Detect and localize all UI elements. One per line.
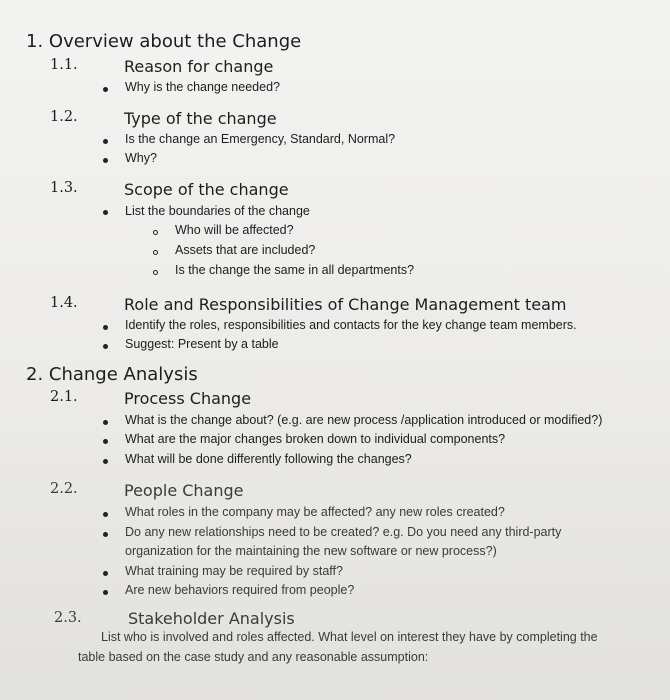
bullet-text: Why? — [125, 151, 157, 165]
bullet-icon — [103, 590, 108, 595]
bullet-text: Why is the change needed? — [125, 80, 280, 94]
sub-bullet-icon — [153, 230, 158, 235]
subsection-2-3-number: 2.3. — [54, 610, 82, 626]
sub-bullet-text: Is the change the same in all departments? — [175, 263, 415, 277]
bullet-icon — [103, 158, 108, 163]
bullet-icon — [103, 139, 108, 144]
sub-bullet-icon — [153, 250, 158, 255]
subsection-1-2-number: 1.2. — [50, 109, 78, 125]
bullet-icon — [103, 439, 108, 444]
bullet-text: What are the major changes broken down to individual components? — [125, 432, 506, 446]
section-1-heading: 1. Overview about the Change — [26, 31, 302, 52]
bullet-text: What training may be required by staff? — [125, 564, 343, 578]
bullet-icon — [103, 420, 108, 425]
bullet-icon — [103, 512, 108, 517]
bullet-continuation-text: organization for the maintaining the new software or new process?) — [125, 544, 497, 558]
paragraph-line-2: table based on the case study and any reasonable assumption: — [78, 650, 429, 664]
bullet-text: Do any new relationships need to be created? e.g. Do you need any third-party — [125, 525, 562, 539]
bullet-icon — [103, 344, 108, 349]
subsection-1-3-title: Scope of the change — [124, 180, 289, 199]
bullet-icon — [103, 210, 108, 215]
subsection-1-1-title: Reason for change — [124, 57, 274, 76]
bullet-icon — [103, 532, 108, 537]
bullet-text: Identify the roles, responsibilities and contacts for the key change team members. — [125, 318, 577, 332]
bullet-icon — [103, 325, 108, 330]
sub-bullet-icon — [153, 270, 158, 275]
bullet-text: Is the change an Emergency, Standard, Normal? — [125, 132, 396, 146]
subsection-1-4-title: Role and Responsibilities of Change Management team — [124, 295, 567, 314]
bullet-icon — [103, 459, 108, 464]
bullet-text: What will be done differently following the changes? — [125, 452, 412, 466]
bullet-text: List the boundaries of the change — [125, 204, 310, 218]
subsection-1-4-number: 1.4. — [50, 295, 78, 311]
subsection-2-2-title: People Change — [124, 481, 244, 500]
sub-bullet-text: Assets that are included? — [175, 243, 316, 257]
sub-bullet-text: Who will be affected? — [175, 223, 294, 237]
section-2-heading: 2. Change Analysis — [26, 364, 198, 385]
bullet-text: What roles in the company may be affected? any new roles created? — [125, 505, 505, 519]
subsection-2-1-title: Process Change — [124, 389, 252, 408]
bullet-text: What is the change about? (e.g. are new process /application introduced or modified?) — [125, 413, 603, 427]
paragraph-line-1: List who is involved and roles affected. What level on interest they have by completing the — [101, 630, 598, 644]
bullet-text: Suggest: Present by a table — [125, 337, 279, 351]
subsection-2-3-title: Stakeholder Analysis — [128, 609, 295, 628]
subsection-1-3-number: 1.3. — [50, 180, 78, 196]
subsection-1-1-number: 1.1. — [50, 57, 78, 73]
subsection-2-1-number: 2.1. — [50, 389, 78, 405]
subsection-2-2-number: 2.2. — [50, 481, 78, 497]
bullet-text: Are new behaviors required from people? — [125, 583, 355, 597]
bullet-icon — [103, 571, 108, 576]
bullet-icon — [103, 87, 108, 92]
subsection-1-2-title: Type of the change — [124, 109, 277, 128]
